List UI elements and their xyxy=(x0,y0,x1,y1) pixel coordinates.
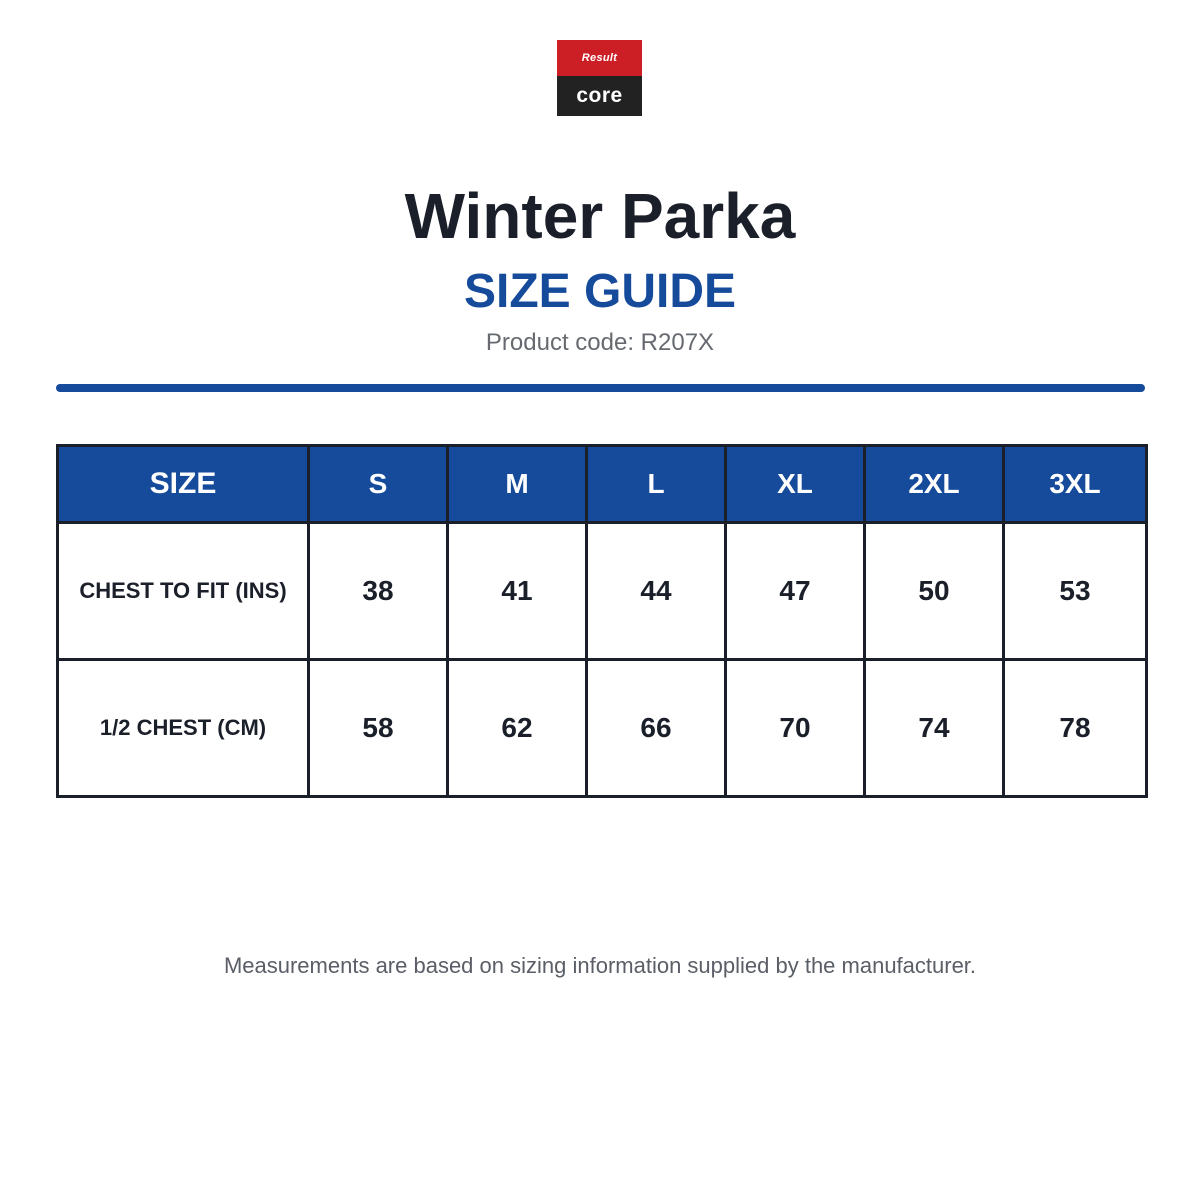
brand-logo xyxy=(557,40,642,116)
table-cell: 50 xyxy=(865,523,1004,660)
header-divider xyxy=(56,384,1145,392)
column-header-xl: XL xyxy=(726,446,865,523)
table-cell: 58 xyxy=(309,660,448,797)
column-header-s: S xyxy=(309,446,448,523)
logo-bottom-text: core xyxy=(576,84,623,107)
logo-top-text: Result xyxy=(581,52,618,64)
column-header-3xl: 3XL xyxy=(1004,446,1147,523)
table-cell: 74 xyxy=(865,660,1004,797)
column-header-m: M xyxy=(448,446,587,523)
row-label-half-chest: 1/2 CHEST (CM) xyxy=(58,660,309,797)
table-header-row xyxy=(58,446,1147,523)
footnote: Measurements are based on sizing information supplied by the manufacturer. xyxy=(223,953,977,978)
page-subtitle: SIZE GUIDE xyxy=(463,265,737,318)
table-cell: 38 xyxy=(309,523,448,660)
logo-top-band xyxy=(557,40,642,76)
table-row xyxy=(58,523,1147,660)
table-cell: 47 xyxy=(726,523,865,660)
column-header-2xl: 2XL xyxy=(865,446,1004,523)
table-cell: 70 xyxy=(726,660,865,797)
product-code: Product code: R207X xyxy=(485,329,715,356)
logo-bottom-band xyxy=(557,76,642,116)
table-cell: 78 xyxy=(1004,660,1147,797)
table-cell: 53 xyxy=(1004,523,1147,660)
column-header-l: L xyxy=(587,446,726,523)
column-header-size: SIZE xyxy=(58,446,309,523)
row-label-chest-to-fit: CHEST TO FIT (INS) xyxy=(58,523,309,660)
page-title: Winter Parka xyxy=(404,180,796,252)
table-cell: 41 xyxy=(448,523,587,660)
size-table xyxy=(56,444,1148,798)
table-row xyxy=(58,660,1147,797)
table-cell: 66 xyxy=(587,660,726,797)
table-cell: 44 xyxy=(587,523,726,660)
table-cell: 62 xyxy=(448,660,587,797)
